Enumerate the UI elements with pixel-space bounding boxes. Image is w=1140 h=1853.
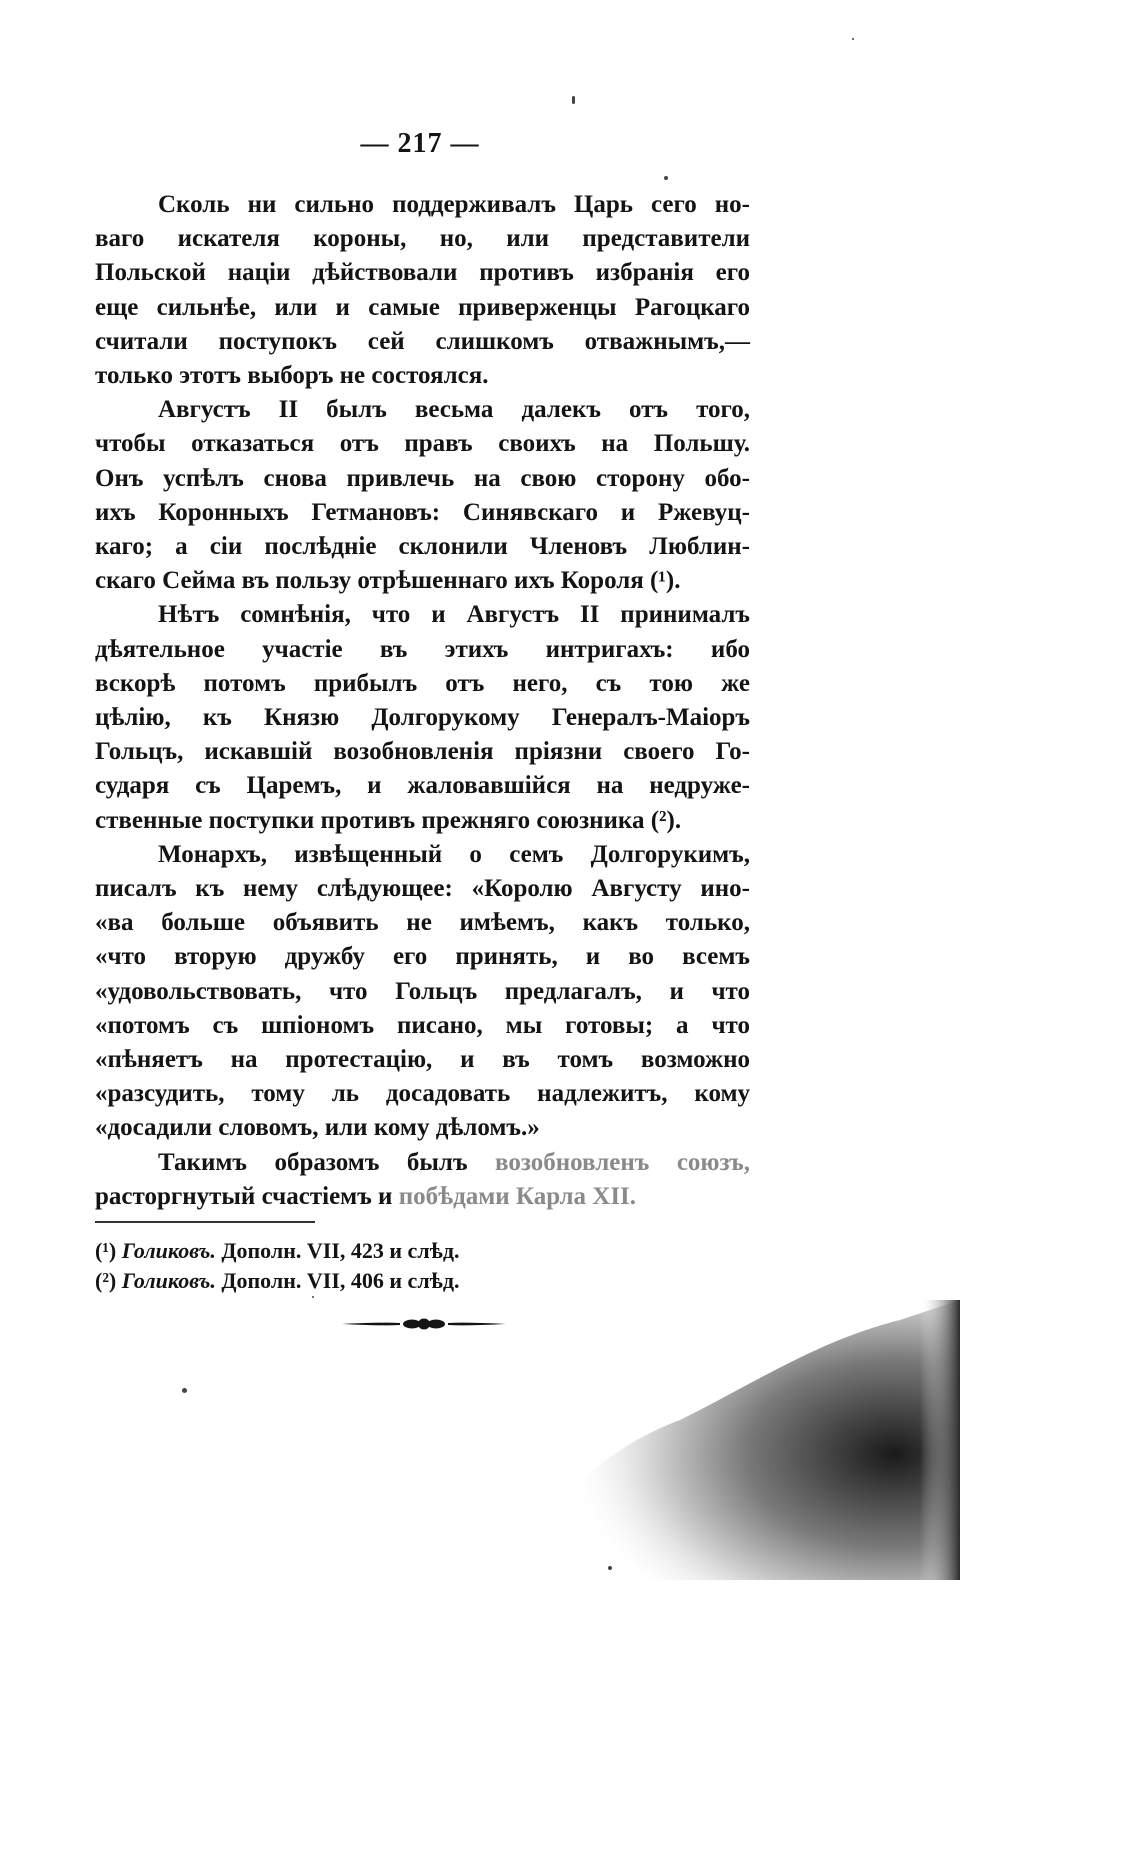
- text-line: [95, 1146, 750, 1180]
- text-line: цѣлію, къ Князю Долгорукому Генералъ-Маіоръ: [95, 704, 750, 732]
- text-line: Нѣтъ сомнѣнія, что и Августъ II принималъ: [158, 601, 750, 629]
- text-line: Польской націи дѣйствовали противъ избранія его: [95, 259, 750, 287]
- text-line: Гольцъ, искавшій возобновленія пріязни своего Го-: [95, 738, 750, 766]
- closing-line1-faded: возобновленъ союзъ,: [495, 1148, 750, 1176]
- footnote-mark: (¹): [95, 1238, 117, 1263]
- footnote-reference: Дополн. VII, 423 и слѣд.: [221, 1238, 460, 1263]
- text-line: Сколь ни сильно поддерживалъ Царь сего но-: [158, 191, 750, 218]
- text-line: дѣятельное участіе въ этихъ интригахъ: ибо: [95, 635, 750, 663]
- text-line: «досадили словомъ, или кому дѣломъ.»: [95, 1114, 540, 1142]
- text-line: писалъ къ нему слѣдующее: «Королю Августу ино-: [95, 875, 750, 903]
- body-text: [95, 188, 750, 1214]
- footnote-rule: [95, 1221, 315, 1223]
- closing-line2-start: расторгнутый счастіемъ и: [95, 1182, 399, 1210]
- text-line: «ва больше объявить не имѣемъ, какъ только,: [95, 909, 750, 937]
- text-line: только этотъ выборъ не состоялся.: [95, 362, 489, 390]
- text-line: «удовольствовать, что Гольцъ предлагалъ, и что: [95, 977, 750, 1005]
- paper-speck: [312, 1296, 314, 1298]
- paper-speck: [852, 38, 854, 40]
- paper-speck: [182, 1388, 187, 1393]
- paper-speck: [572, 96, 575, 104]
- text-line: каго; а сіи послѣдніе склонили Членовъ Люблин-: [95, 533, 750, 561]
- text-line: «что вторую дружбу его принять, и во всемъ: [95, 943, 750, 971]
- text-line: Монархъ, извѣщенный о семъ Долгорукимъ,: [158, 840, 750, 868]
- text-line: «разсудить, тому ль досадовать надлежитъ, кому: [95, 1080, 750, 1108]
- paper-speck: [608, 1566, 612, 1570]
- text-line: еще сильнѣе, или и самые приверженцы Рагоцкаго: [95, 293, 750, 321]
- text-line: сударя съ Царемъ, и жаловавшійся на недруже-: [95, 772, 750, 800]
- text-line: ваго искателя короны, но, или представители: [95, 225, 750, 253]
- text-line: «пѣняетъ на протестацію, и въ томъ возможно: [95, 1046, 750, 1074]
- footnote-reference: Дополн. VII, 406 и слѣд.: [221, 1268, 460, 1293]
- paragraph-1: [95, 188, 750, 393]
- paragraph-closing: [95, 1146, 750, 1214]
- paragraph-4: [95, 838, 750, 1146]
- footnotes: [95, 1236, 595, 1296]
- text-line: ственные поступки противъ прежняго союзника (²).: [95, 806, 682, 834]
- text-line: считали поступокъ сей слишкомъ отважнымъ,—: [95, 327, 750, 355]
- text-line: чтобы отказаться отъ правъ своихъ на Польшу.: [95, 430, 750, 458]
- footnote-mark: (²): [95, 1268, 117, 1293]
- footnote-1: [95, 1236, 595, 1266]
- text-line: «потомъ съ шпіономъ писано, мы готовы; а что: [95, 1011, 750, 1039]
- closing-line1-start: Такимъ образомъ былъ: [158, 1148, 496, 1176]
- text-line: вскорѣ потомъ прибылъ отъ него, съ тою же: [95, 669, 750, 697]
- paragraph-2: [95, 393, 750, 598]
- text-line: [95, 1180, 750, 1214]
- closing-line2-faded: побѣдами Карла XII.: [398, 1182, 637, 1210]
- footnote-2: [95, 1266, 595, 1296]
- scan-shadow-icon: [480, 1300, 960, 1580]
- text-line: скаго Сейма въ пользу отрѣшеннаго ихъ Короля (¹).: [95, 567, 681, 595]
- footnote-author: Голиковъ.: [121, 1268, 216, 1293]
- text-line: Августъ II былъ весьма далекъ отъ того,: [158, 396, 750, 424]
- paragraph-3: [95, 598, 750, 837]
- paper-speck: [664, 176, 668, 180]
- page-number: — 217 —: [360, 128, 480, 159]
- footnote-author: Голиковъ.: [121, 1238, 216, 1263]
- text-line: Онъ успѣлъ снова привлечь на свою сторону обо-: [95, 464, 750, 492]
- text-line: ихъ Коронныхъ Гетмановъ: Синявскаго и Ржевуц-: [95, 498, 750, 526]
